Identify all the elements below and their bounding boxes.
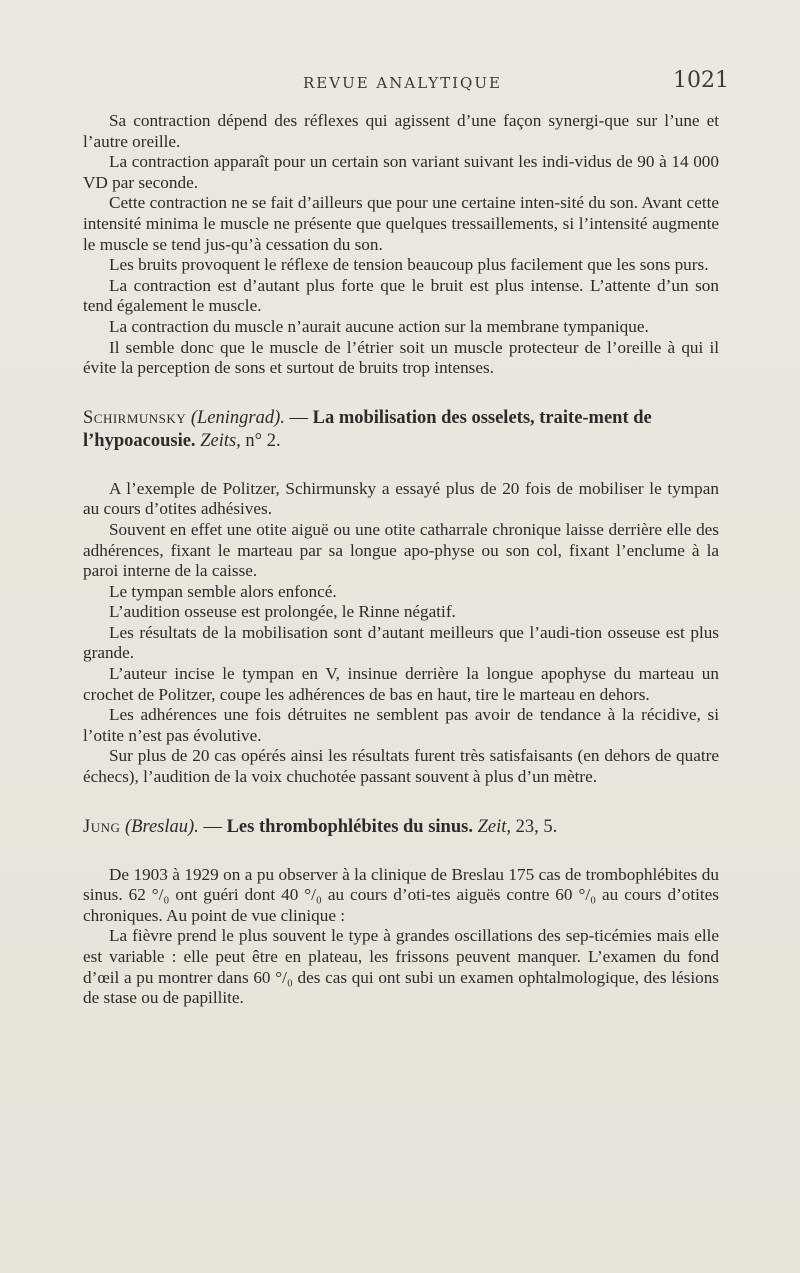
article-city: (Breslau). <box>125 816 199 837</box>
paragraph: La contraction est d’autant plus forte que le bruit est plus intense. L’attente d’un son tend également le muscle. <box>83 275 719 316</box>
paragraph: Cette contraction ne se fait d’ailleurs que pour une certaine inten-sité du son. Avant cette intensité minima le muscle ne présente que quelques tressaillements, si l’intensité augmente le muscle se tend jus-qu’à cessation du son. <box>83 193 719 254</box>
article-issue: n° 2. <box>245 430 281 451</box>
paragraph: La fièvre prend le plus souvent le type à grandes oscillations des sep-ticémies mais elle est variable : elle peut être en plateau, les frissons peuvent manquer. L’examen du fond d’œil a pu montrer dans 60 °/₀ des cas qui ont subi un examen ophtalmologique, des lésions de stase ou de papillite. <box>83 926 719 1008</box>
article-body-jung <box>83 865 719 1009</box>
article-issue: 23, 5. <box>515 816 558 837</box>
paragraph: Souvent en effet une otite aiguë ou une otite catharrale chronique laisse derrière elle des adhérences, fixant le marteau par sa longue apo-physe ou son col, fixant l’enclume à la paroi interne de la caisse. <box>83 519 719 581</box>
page-header <box>0 64 800 94</box>
article-author: Jung <box>83 816 121 837</box>
paragraph: Sur plus de 20 cas opérés ainsi les résultats furent très satisfaisants (en dehors de quatre échecs), l’audition de la voix chuchotée passant souvent à plus d’un mètre. <box>83 746 719 787</box>
paragraph: Le tympan semble alors enfoncé. <box>109 581 337 601</box>
paragraph: L’audition osseuse est prolongée, le Rinne négatif. <box>109 602 456 622</box>
paragraph: Les bruits provoquent le réflexe de tension beaucoup plus facilement que les sons purs. <box>109 255 709 275</box>
article-author: Schirmunsky <box>83 407 187 428</box>
article-journal: Zeit, <box>477 816 511 837</box>
article-heading-schirmunsky <box>83 407 719 453</box>
paragraph: Il semble donc que le muscle de l’étrier soit un muscle protecteur de l’oreille à qui il évite la perception de sons et surtout de bruits trop intenses. <box>83 337 719 378</box>
section-continued <box>83 111 719 379</box>
page-body <box>83 111 719 1009</box>
paragraph: Les adhérences une fois détruites ne semblent pas avoir de tendance à la récidive, si l’otite n’est pas évolutive. <box>83 705 719 745</box>
paragraph: La contraction du muscle n’aurait aucune action sur la membrane tympanique. <box>109 316 649 336</box>
article-title: Les thrombophlébites du sinus. <box>226 816 473 837</box>
paragraph: L’auteur incise le tympan en V, insinue derrière la longue apophyse du marteau un crochet de Politzer, coupe les adhérences de bas en haut, tire le marteau en dehors. <box>83 664 719 704</box>
article-body-schirmunsky <box>83 479 719 788</box>
heading-dash: — <box>284 407 313 428</box>
article-title: La mobilisation des osselets, traite-ment de l’hypoacousie. <box>83 407 652 451</box>
article-heading-jung <box>83 816 719 839</box>
paragraph: La contraction apparaît pour un certain son variant suivant les indi-vidus de 90 à 14 000 VD par seconde. <box>83 152 719 192</box>
paragraph: Sa contraction dépend des réflexes qui agissent d’une façon synergi-que sur l’une et l’autre oreille. <box>83 111 719 151</box>
paragraph: De 1903 à 1929 on a pu observer à la clinique de Breslau 175 cas de trombophlébites du sinus. 62 °/₀ ont guéri dont 40 °/₀ au cours d’oti-tes aiguës contre 60 °/₀ au cours d’otites chroniques. Au point de vue clinique : <box>83 864 719 925</box>
article-journal: Zeits, <box>200 430 241 451</box>
running-title: REVUE ANALYTIQUE <box>303 74 502 92</box>
article-city: (Leningrad). <box>190 407 285 428</box>
page-number: 1021 <box>673 68 729 93</box>
paragraph: A l’exemple de Politzer, Schirmunsky a essayé plus de 20 fois de mobiliser le tympan au cours d’otites adhésives. <box>83 478 719 519</box>
paragraph: Les résultats de la mobilisation sont d’autant meilleurs que l’audi-tion osseuse est plus grande. <box>83 622 719 663</box>
heading-dash: — <box>198 816 227 837</box>
